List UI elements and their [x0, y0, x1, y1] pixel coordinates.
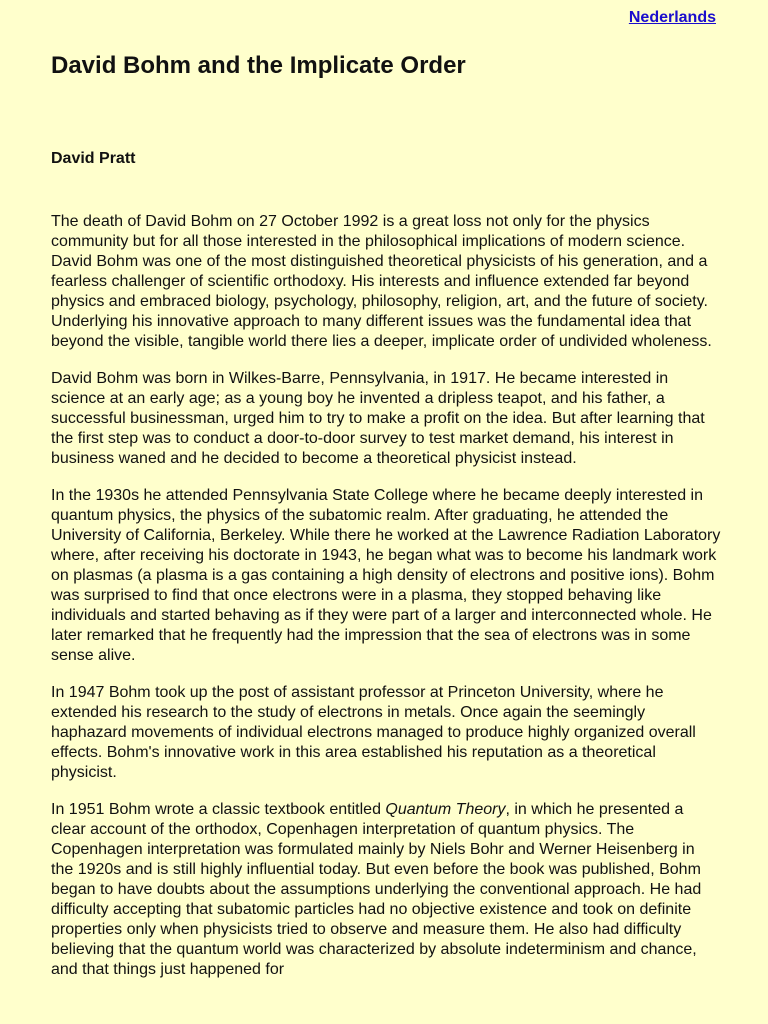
page-title: David Bohm and the Implicate Order: [51, 52, 466, 79]
paragraph-4: In 1947 Bohm took up the post of assistant professor at Princeton University, where he extended his research to the study of electrons in metals. Once again the seemingly haphazard movements of individual electrons managed to produce highly organized overall effects. Bohm's innovative work in this area established his reputation as a theoretical physicist.: [51, 684, 696, 781]
paragraph-1: The death of David Bohm on 27 October 1992 is a great loss not only for the physics community but for all those interested in the philosophical implications of modern science. David Bohm was one of the most distinguished theoretical physicists of his generation, and a fearless challenger of scientific orthodoxy. His interests and influence extended far beyond physics and embraced biology, psychology, philosophy, religion, art, and the future of society. Underlying his innovative approach to many different issues was the fundamental idea that beyond the visible, tangible world there lies a deeper, implicate order of undivided wholeness.: [51, 213, 712, 350]
language-link-nederlands[interactable]: Nederlands: [628, 9, 716, 26]
author-name: David Pratt: [51, 150, 136, 167]
article-body: [51, 212, 721, 997]
paragraph-5: [51, 800, 721, 980]
paragraph-5-intro: In 1951 Bohm wrote a classic textbook entitled: [51, 801, 386, 818]
paragraph-5-rest: , in which he presented a clear account of the orthodox, Copenhagen interpretation of quantum physics. The Copenhagen interpretation was formulated mainly by Niels Bohr and Werner Heisenberg in the 1920s and is still highly influential today. But even before the book was published, Bohm began to have doubts about the assumptions underlying the conventional approach. He had difficulty accepting that subatomic particles had no objective existence and took on definite properties only when physicists tried to observe and measure them. He also had difficulty believing that the quantum world was characterized by absolute indeterminism and chance, and that things just happened for: [51, 801, 702, 978]
book-title-quantum-theory: Quantum Theory: [385, 801, 506, 818]
paragraph-2: David Bohm was born in Wilkes-Barre, Pennsylvania, in 1917. He became interested in science at an early age; as a young boy he invented a dripless teapot, and his father, a successful businessman, urged him to try to make a profit on the idea. But after learning that the first step was to conduct a door-to-door survey to test market demand, his interest in business waned and he decided to become a theoretical physicist instead.: [51, 370, 705, 467]
paragraph-3: In the 1930s he attended Pennsylvania State College where he became deeply interested in quantum physics, the physics of the subatomic realm. After graduating, he attended the University of California, Berkeley. While there he worked at the Lawrence Radiation Laboratory where, after receiving his doctorate in 1943, he began what was to become his landmark work on plasmas (a plasma is a gas containing a high density of electrons and positive ions). Bohm was surprised to find that once electrons were in a plasma, they stopped behaving like individuals and started behaving as if they were part of a larger and interconnected whole. He later remarked that he frequently had the impression that the sea of electrons was in some sense alive.: [51, 487, 721, 664]
